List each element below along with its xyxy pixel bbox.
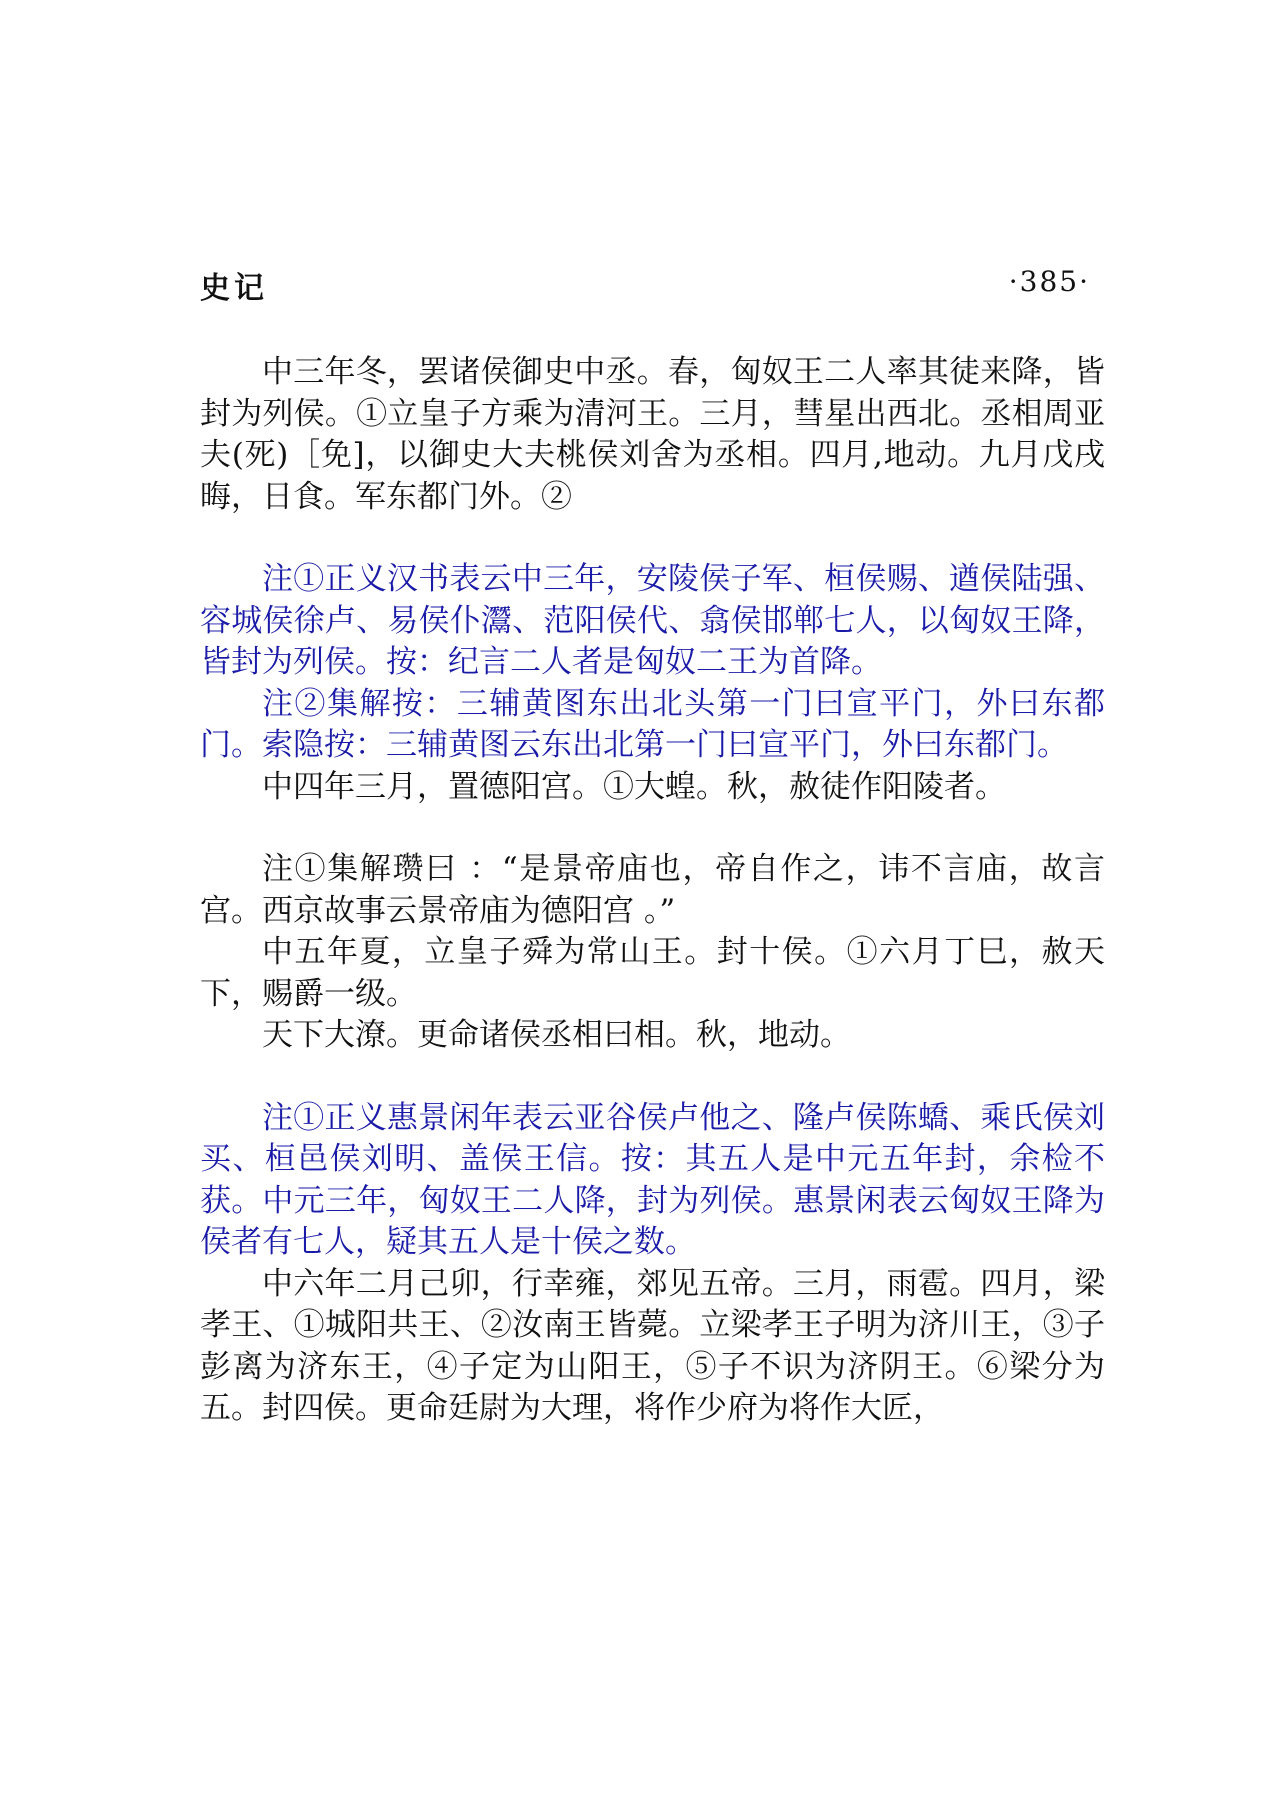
page-content: [200, 352, 1105, 1430]
page-number: ·385·: [1008, 265, 1090, 298]
page-header: [200, 263, 1090, 307]
spacer: [200, 1057, 1105, 1098]
note-paragraph: 注①正义惠景闲年表云亚谷侯卢他之、隆卢侯陈蟜、乘氏侯刘买、桓邑侯刘明、盖侯王信。按：其五人是中元五年封，余检不获。中元三年，匈奴王二人降，封为列侯。惠景闲表云匈奴王降为侯者有七人，疑其五人是十侯之数。: [200, 1099, 1105, 1260]
paragraph-zhong-san-nian: 中三年冬，罢诸侯御史中丞。春，匈奴王二人率其徒来降，皆封为列侯。①立皇子方乘为清河王。三月，彗星出西北。丞相周亚夫(死)［免]，以御史大夫桃侯刘舍为丞相。四月,地动。九月戊戌晦，日食。军东都门外。②: [200, 354, 1105, 515]
paragraph-tian-xia-da-lao: 天下大潦。更命诸侯丞相曰相。秋，地动。: [262, 1017, 851, 1053]
spacer: [200, 808, 1105, 849]
note-paragraph: 注②集解按：三辅黄图东出北头第一门曰宣平门，外曰东都门。索隐按：三辅黄图云东出北第一门曰宣平门，外曰东都门。: [200, 685, 1105, 763]
note-paragraph: 注①正义汉书表云中三年，安陵侯子军、桓侯赐、遒侯陆强、容城侯徐卢、易侯仆灊、范阳侯代、翕侯邯郸七人，以匈奴王降，皆封为列侯。按：纪言二人者是匈奴二王为首降。: [200, 561, 1105, 680]
book-title: 史记: [200, 271, 268, 306]
note-paragraph-black: 注①集解瓒曰 ：“是景帝庙也，帝自作之，讳不言庙，故言宫。西京故事云景帝庙为德阳宫 。”: [200, 851, 1105, 929]
paragraph-zhong-liu-nian: 中六年二月己卯，行幸雍，郊见五帝。三月，雨雹。四月，梁孝王、①城阳共王、②汝南王皆薨。立梁孝王子明为济川王，③子彭离为济东王，④子定为山阳王，⑤子不识为济阴王。⑥梁分为五。封四侯。更命廷尉为大理，将作少府为将作大匠，: [200, 1265, 1105, 1426]
paragraph-zhong-wu-nian: 中五年夏，立皇子舜为常山王。封十侯。①六月丁巳，赦天下，赐爵一级。: [200, 934, 1105, 1012]
spacer: [200, 518, 1105, 559]
paragraph-zhong-si-nian: 中四年三月，置德阳宫。①大蝗。秋，赦徒作阳陵者。: [262, 768, 1006, 805]
